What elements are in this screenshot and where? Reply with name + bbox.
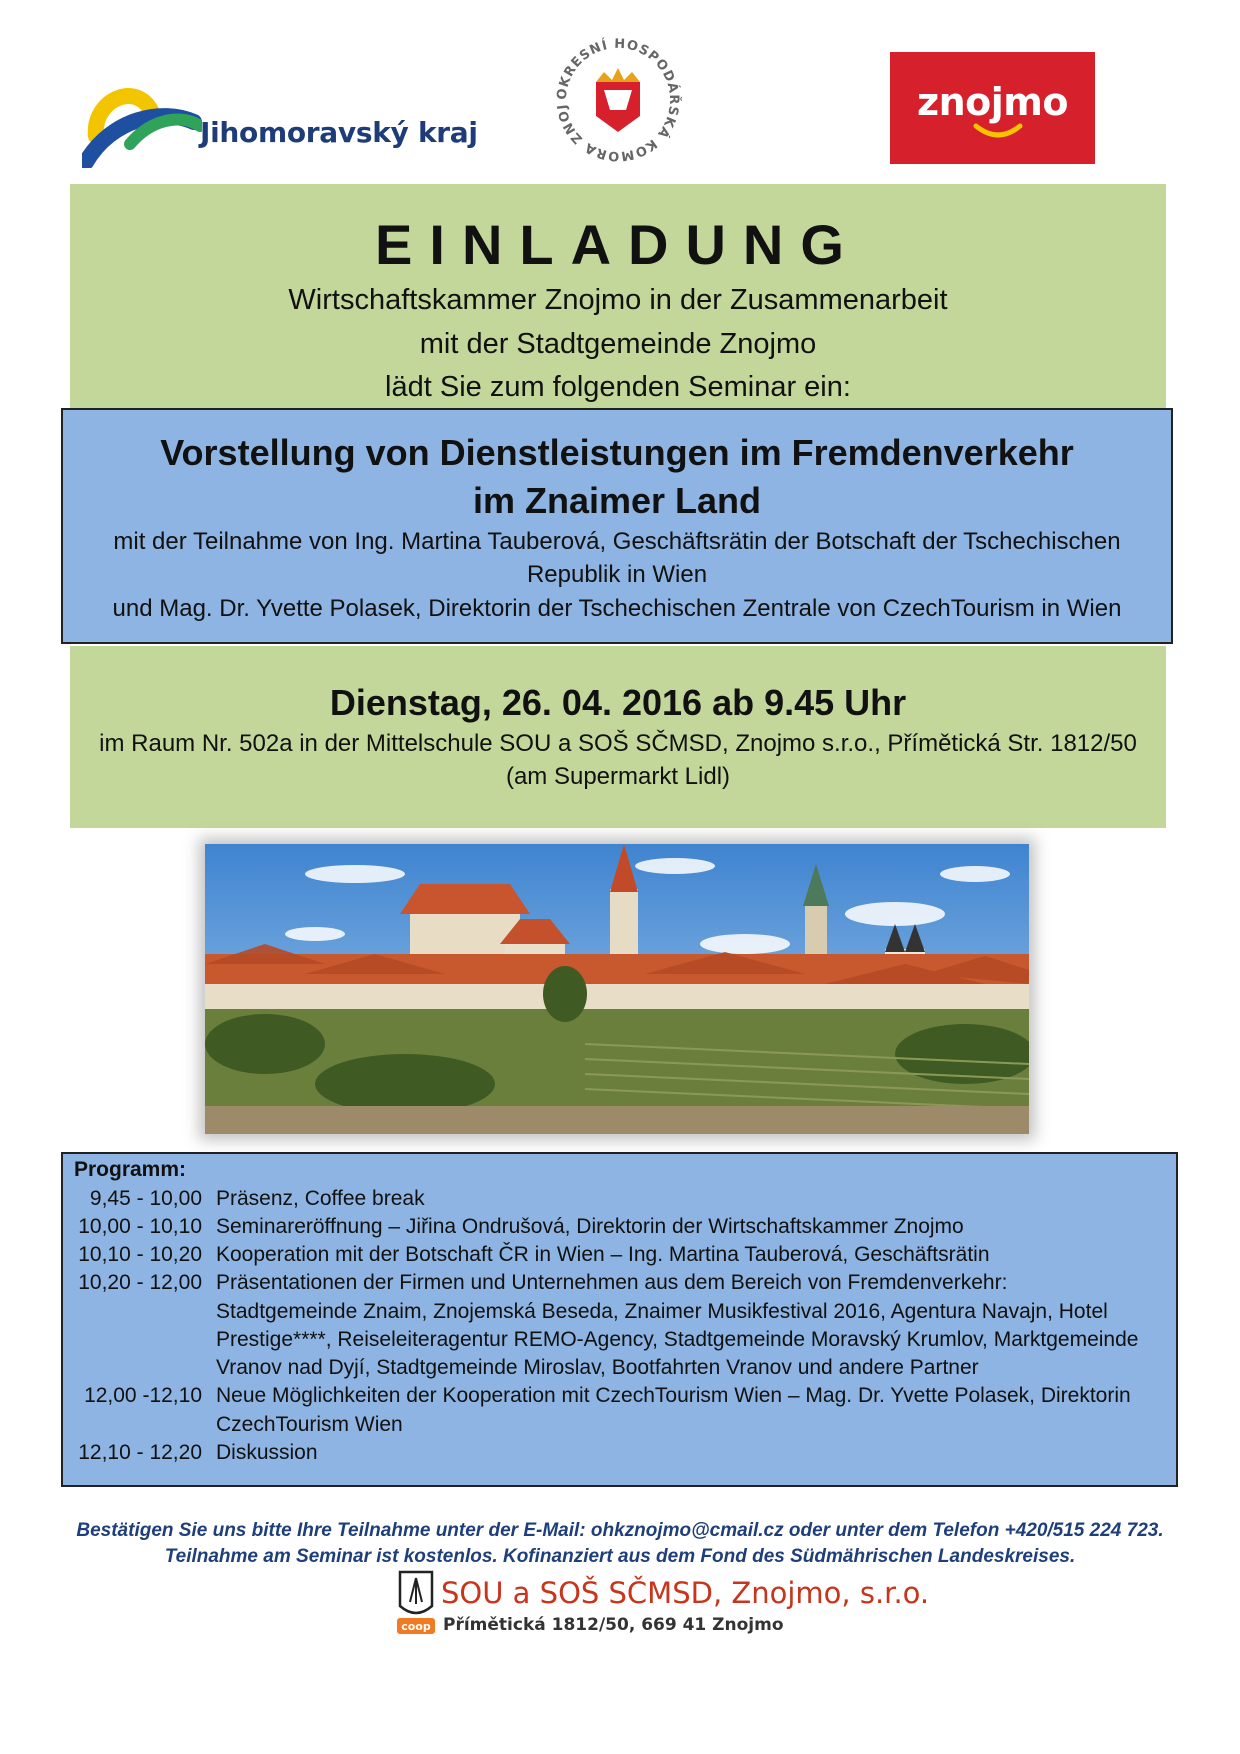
program-time: 10,10 - 10,20 (78, 1243, 202, 1266)
event-date: Dienstag, 26. 04. 2016 ab 9.45 Uhr (329, 682, 907, 723)
town-panorama-image (205, 844, 1029, 1134)
program-time: 10,20 - 12,00 (78, 1271, 202, 1294)
school-logo (396, 1570, 436, 1636)
ohk-seal-icon (548, 30, 688, 170)
program-time: 12,00 -12,10 (84, 1384, 202, 1407)
program-item: Kooperation mit der Botschaft ČR in Wien – Ing. Martina Tauberová, Geschäftsrätin (216, 1243, 990, 1266)
jmk-emblem-icon (82, 78, 202, 168)
registration-note: Bestätigen Sie uns bitte Ihre Teilnahme unter der E-Mail: ohkznojmo@cmail.cz oder unter dem Telefon +420/515 224 723. (76, 1520, 1164, 1541)
intro-line-1: Wirtschaftskammer Znojmo in der Zusammenarbeit (288, 284, 948, 316)
seminar-title-line-2: im Znaimer Land (472, 480, 762, 521)
seminar-title-line-1: Vorstellung von Dienstleistungen im Fremdenverkehr (160, 432, 1074, 473)
event-place: im Raum Nr. 502a in der Mittelschule SOU a SOŠ SČMSD, Znojmo s.r.o., Přímětická Str. 1812/50 (99, 730, 1137, 757)
znojmo-logo (890, 52, 1095, 164)
event-place-note: (am Supermarkt Lidl) (505, 763, 731, 790)
coop-label: coop (401, 1620, 431, 1633)
ohk-ring-text: OKRESNÍ HOSPODÁŘSKÁ KOMORA ZNOJ (554, 36, 682, 164)
intro-line-2: mit der Stadtgemeinde Znojmo (419, 328, 817, 360)
program-item: Diskussion (216, 1441, 318, 1464)
school-name: SOU a SOŠ SČMSD, Znojmo, s.r.o. (441, 1576, 930, 1610)
seminar-guest-line-2: Republik in Wien (526, 561, 708, 588)
program-item: Präsentationen der Firmen und Unternehmen aus dem Bereich von Fremdenverkehr: (216, 1271, 1008, 1294)
jmk-logo-text: Jihomoravský kraj (200, 116, 478, 149)
seminar-guest-line-1: mit der Teilnahme von Ing. Martina Tauberová, Geschäftsrätin der Botschaft der Tschechischen (113, 528, 1121, 555)
program-time: 10,00 - 10,10 (78, 1215, 202, 1238)
znojmo-smile-icon (972, 122, 1024, 142)
program-item-continued: Stadtgemeinde Znaim, Znojemská Beseda, Znaimer Musikfestival 2016, Agentura Navajn, Hotel (216, 1300, 1108, 1323)
program-time: 12,10 - 12,20 (78, 1441, 202, 1464)
program-item: Neue Möglichkeiten der Kooperation mit CzechTourism Wien – Mag. Dr. Yvette Polasek, Direktorin (216, 1384, 1131, 1407)
seminar-guest-line-3: und Mag. Dr. Yvette Polasek, Direktorin der Tschechischen Zentrale von CzechTourism in Wien (112, 595, 1122, 622)
invitation-title: EINLADUNG (375, 213, 861, 276)
program-item-continued: Vranov nad Dyjí, Stadtgemeinde Miroslav, Bootfahrten Vranov und andere Partner (216, 1356, 979, 1379)
program-item-continued: CzechTourism Wien (216, 1413, 403, 1436)
program-time: 9,45 - 10,00 (89, 1187, 202, 1210)
program-item-continued: Prestige****, Reiseleiteragentur REMO-Agency, Stadtgemeinde Moravský Krumlov, Marktgemeinde (216, 1328, 1139, 1351)
school-crest-icon (396, 1570, 436, 1636)
intro-line-3: lädt Sie zum folgenden Seminar ein: (385, 371, 851, 403)
school-address: Přímětická 1812/50, 669 41 Znojmo (443, 1615, 784, 1635)
hospodarska-komora-logo (548, 30, 688, 170)
znojmo-logo-text: znojmo (916, 80, 1068, 124)
program-item: Seminareröffnung – Jiřina Ondrušová, Direktorin der Wirtschaftskammer Znojmo (216, 1215, 964, 1238)
funding-note: Teilnahme am Seminar ist kostenlos. Kofinanziert aus dem Fond des Südmährischen Landeskreises. (164, 1546, 1076, 1567)
jihomoravsky-kraj-logo (82, 78, 482, 168)
program-item: Präsenz, Coffee break (216, 1187, 425, 1210)
program-heading: Programm: (74, 1158, 187, 1181)
znojmo-town-photo (205, 844, 1029, 1134)
